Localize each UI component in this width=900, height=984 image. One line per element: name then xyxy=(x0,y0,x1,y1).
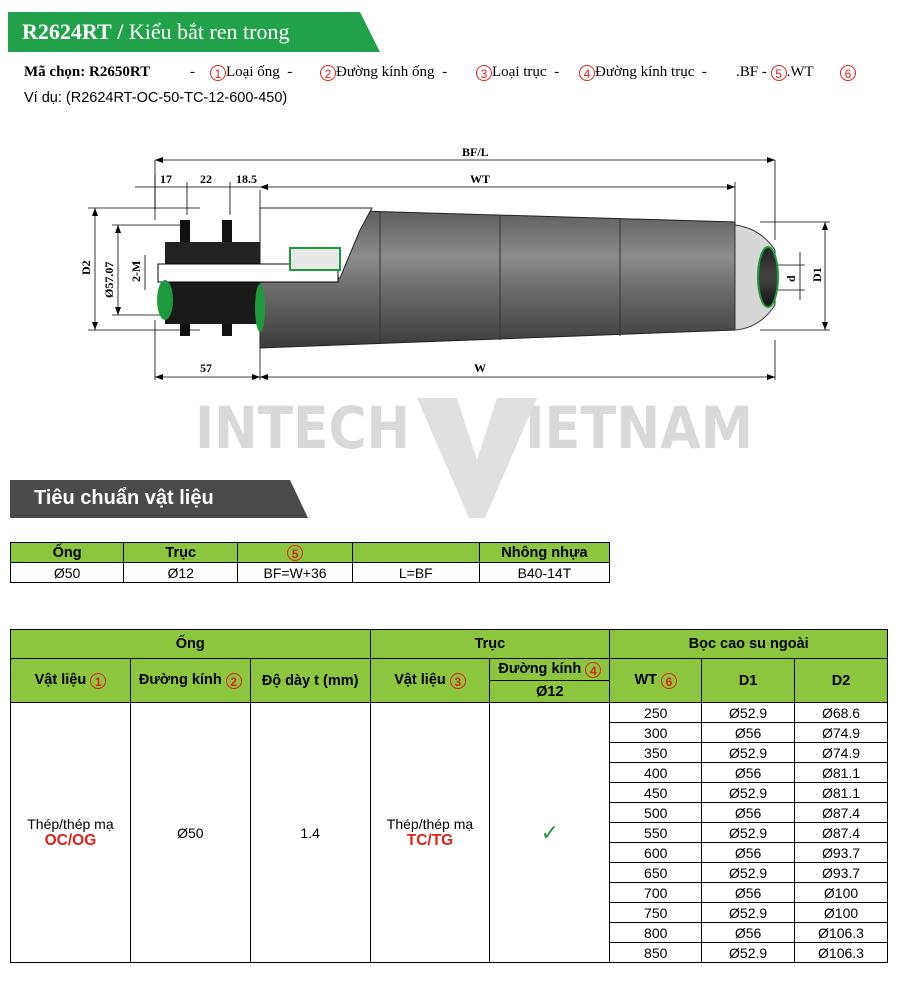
cell-wt: 350 xyxy=(610,743,702,763)
cell-d1: Ø52.9 xyxy=(702,863,795,883)
code-part-6-label: WT xyxy=(790,64,814,80)
ong-code: OC/OG xyxy=(44,831,97,849)
code-part-1-label: Loại ống xyxy=(226,64,280,80)
dim-wt: WT xyxy=(470,172,491,186)
header-duong-kinh-label: Đường kính xyxy=(138,672,222,689)
cell-d1: Ø56 xyxy=(702,723,795,743)
dim-57: 57 xyxy=(200,361,212,375)
cell-wt: 400 xyxy=(610,763,702,783)
ong-diameter-value: Ø50 xyxy=(177,824,204,841)
watermark-right-text: IETNAM xyxy=(525,394,753,462)
cell-d1: Ø56 xyxy=(702,843,795,863)
truc-material-label: Thép/thép mạ xyxy=(386,815,474,832)
cell-d1: Ø52.9 xyxy=(702,743,795,763)
sprocket-hub-top xyxy=(165,242,260,264)
mat-cell-truc: Ø12 xyxy=(124,563,238,583)
dim-17: 17 xyxy=(160,172,172,186)
header-truc-duong-kinh xyxy=(490,659,610,681)
number-badge-5: 5 xyxy=(771,65,787,81)
cell-wt: 450 xyxy=(610,783,702,803)
number-badge-3: 3 xyxy=(476,65,492,81)
title-banner xyxy=(8,12,380,52)
cell-d1: Ø56 xyxy=(702,803,795,823)
dim-d: d xyxy=(784,275,798,282)
cell-d1: Ø56 xyxy=(702,763,795,783)
header-duong-kinh xyxy=(130,659,250,703)
cell-d2: Ø81.1 xyxy=(795,763,888,783)
cell-ong-diameter xyxy=(130,703,250,963)
code-part-1: 1 Loại ống - xyxy=(210,64,292,81)
sprocket-tooth xyxy=(222,324,232,336)
header-vat-lieu xyxy=(11,659,131,703)
header-truc-duong-kinh-label: Đường kính xyxy=(498,661,582,678)
material-standard-table xyxy=(10,542,610,583)
truc-code: TC/TG xyxy=(406,831,454,849)
cell-d2: Ø74.9 xyxy=(795,743,888,763)
header-truc-d12: Ø12 xyxy=(490,681,610,703)
code-label: Mã chọn: R2650RT xyxy=(24,64,151,80)
mat-col-truc: Trục xyxy=(124,543,238,563)
code-part-6 xyxy=(840,64,856,81)
cell-d1: Ø52.9 xyxy=(702,783,795,803)
code-part-2-label: Đường kính ống xyxy=(336,64,435,80)
cell-wt: 250 xyxy=(610,703,702,723)
seal-inner xyxy=(255,284,265,332)
group-header-row xyxy=(11,630,888,659)
title-text xyxy=(22,19,289,45)
cell-d1: Ø52.9 xyxy=(702,823,795,843)
number-badge-2: 2 xyxy=(226,673,242,689)
cell-wt: 850 xyxy=(610,943,702,963)
dim-22: 22 xyxy=(200,172,212,186)
group-header-boc: Bọc cao su ngoài xyxy=(610,630,888,659)
cell-wt: 800 xyxy=(610,923,702,943)
cell-d2: Ø68.6 xyxy=(795,703,888,723)
mat-cell-bf: BF=W+36 xyxy=(238,563,352,583)
specification-table xyxy=(10,629,888,963)
example-code: Ví dụ: (R2624RT-OC-50-TC-12-600-450) xyxy=(24,90,288,106)
cell-d2: Ø106.3 xyxy=(795,943,888,963)
number-badge-6: 6 xyxy=(661,673,677,689)
cell-d2: Ø93.7 xyxy=(795,843,888,863)
mat-col-empty xyxy=(352,543,479,563)
cell-d2: Ø100 xyxy=(795,903,888,923)
mat-col-nhong: Nhông nhựa xyxy=(479,543,609,563)
cell-wt: 550 xyxy=(610,823,702,843)
cell-d2: Ø81.1 xyxy=(795,783,888,803)
sprocket-tooth xyxy=(180,324,190,336)
ong-thickness-value: 1.4 xyxy=(300,824,320,841)
cell-d1: Ø52.9 xyxy=(702,703,795,723)
number-badge-6: 6 xyxy=(840,65,856,81)
code-part-5: .BF - 5 .WT xyxy=(736,64,814,81)
cell-truc-d12 xyxy=(490,703,610,963)
dim-18-5: 18.5 xyxy=(236,172,257,186)
sub-header-row xyxy=(11,659,888,681)
code-part-4-label: Đường kính trục xyxy=(595,64,695,80)
cell-ong-material xyxy=(11,703,131,963)
section-title: Tiêu chuẩn vật liệu xyxy=(34,487,214,509)
cell-wt: 600 xyxy=(610,843,702,863)
mat-col-5 xyxy=(238,543,352,563)
cell-wt: 300 xyxy=(610,723,702,743)
dim-d1: D1 xyxy=(810,267,824,282)
cell-d2: Ø106.3 xyxy=(795,923,888,943)
number-badge-5: 5 xyxy=(287,545,303,561)
header-wt xyxy=(610,659,702,703)
watermark-left-text: INTECH xyxy=(195,394,410,462)
cell-wt: 700 xyxy=(610,883,702,903)
table-row xyxy=(11,703,888,723)
header-d1: D1 xyxy=(702,659,795,703)
seal-left xyxy=(157,280,173,320)
code-part-4: 4 Đường kính trục - xyxy=(579,64,707,81)
sprocket-tooth xyxy=(180,220,190,242)
check-icon: ✓ xyxy=(540,819,560,845)
cell-d1: Ø52.9 xyxy=(702,943,795,963)
code-part-2: 2 Đường kính ống - xyxy=(320,64,447,81)
cell-d2: Ø87.4 xyxy=(795,803,888,823)
mat-cell-ong: Ø50 xyxy=(11,563,124,583)
cell-truc-material xyxy=(370,703,490,963)
code-part-3-label: Loại trục xyxy=(492,64,547,80)
group-header-ong: Ống xyxy=(11,630,371,659)
header-do-day: Độ dày t (mm) xyxy=(250,659,370,703)
group-header-truc: Trục xyxy=(370,630,610,659)
mat-col-ong: Ống xyxy=(11,543,124,563)
cell-wt: 750 xyxy=(610,903,702,923)
cell-wt: 650 xyxy=(610,863,702,883)
cell-wt: 500 xyxy=(610,803,702,823)
code-dash: - xyxy=(190,64,195,80)
cell-ong-thickness xyxy=(250,703,370,963)
sprocket-hub-bottom xyxy=(165,282,260,324)
number-badge-2: 2 xyxy=(320,65,336,81)
dim-2-m: 2-M xyxy=(129,260,143,282)
title-subtitle: Kiểu bắt ren trong xyxy=(128,19,290,44)
header-truc-vat-lieu xyxy=(370,659,490,703)
dim-d2: D2 xyxy=(79,260,93,275)
section-header xyxy=(10,480,308,518)
header-vat-lieu-label: Vật liệu xyxy=(34,672,87,689)
number-badge-1: 1 xyxy=(90,673,106,689)
material-table-header xyxy=(11,543,610,563)
dim-d57-07: Ø57.07 xyxy=(102,261,116,298)
header-wt-label: WT xyxy=(634,672,657,689)
spec-table-body xyxy=(11,703,888,963)
sprocket-tooth xyxy=(222,220,232,242)
mat-cell-nhong: B40-14T xyxy=(479,563,609,583)
cell-d2: Ø74.9 xyxy=(795,723,888,743)
number-badge-1: 1 xyxy=(210,65,226,81)
cell-d1: Ø52.9 xyxy=(702,903,795,923)
cell-d2: Ø100 xyxy=(795,883,888,903)
dim-w: W xyxy=(474,361,486,375)
cell-d2: Ø93.7 xyxy=(795,863,888,883)
watermark-v-logo xyxy=(417,398,537,518)
number-badge-4: 4 xyxy=(579,65,595,81)
mat-cell-l: L=BF xyxy=(352,563,479,583)
material-table-row xyxy=(11,563,610,583)
code-part-5-label: BF xyxy=(739,64,759,80)
model-code: R2624RT xyxy=(22,19,112,44)
bearing-right xyxy=(758,247,778,307)
cell-d1: Ø56 xyxy=(702,923,795,943)
header-truc-vat-lieu-label: Vật liệu xyxy=(394,672,446,689)
ong-material-label: Thép/thép mạ xyxy=(27,815,114,832)
cell-d1: Ø56 xyxy=(702,883,795,903)
bearing-left xyxy=(290,248,340,270)
code-part-3: 3 Loại trục - xyxy=(476,64,559,81)
cell-d2: Ø87.4 xyxy=(795,823,888,843)
number-badge-4: 4 xyxy=(585,662,601,678)
header-d2: D2 xyxy=(795,659,888,703)
title-separator: / xyxy=(117,19,124,44)
number-badge-3: 3 xyxy=(450,673,466,689)
dim-bf-l: BF/L xyxy=(462,145,489,159)
